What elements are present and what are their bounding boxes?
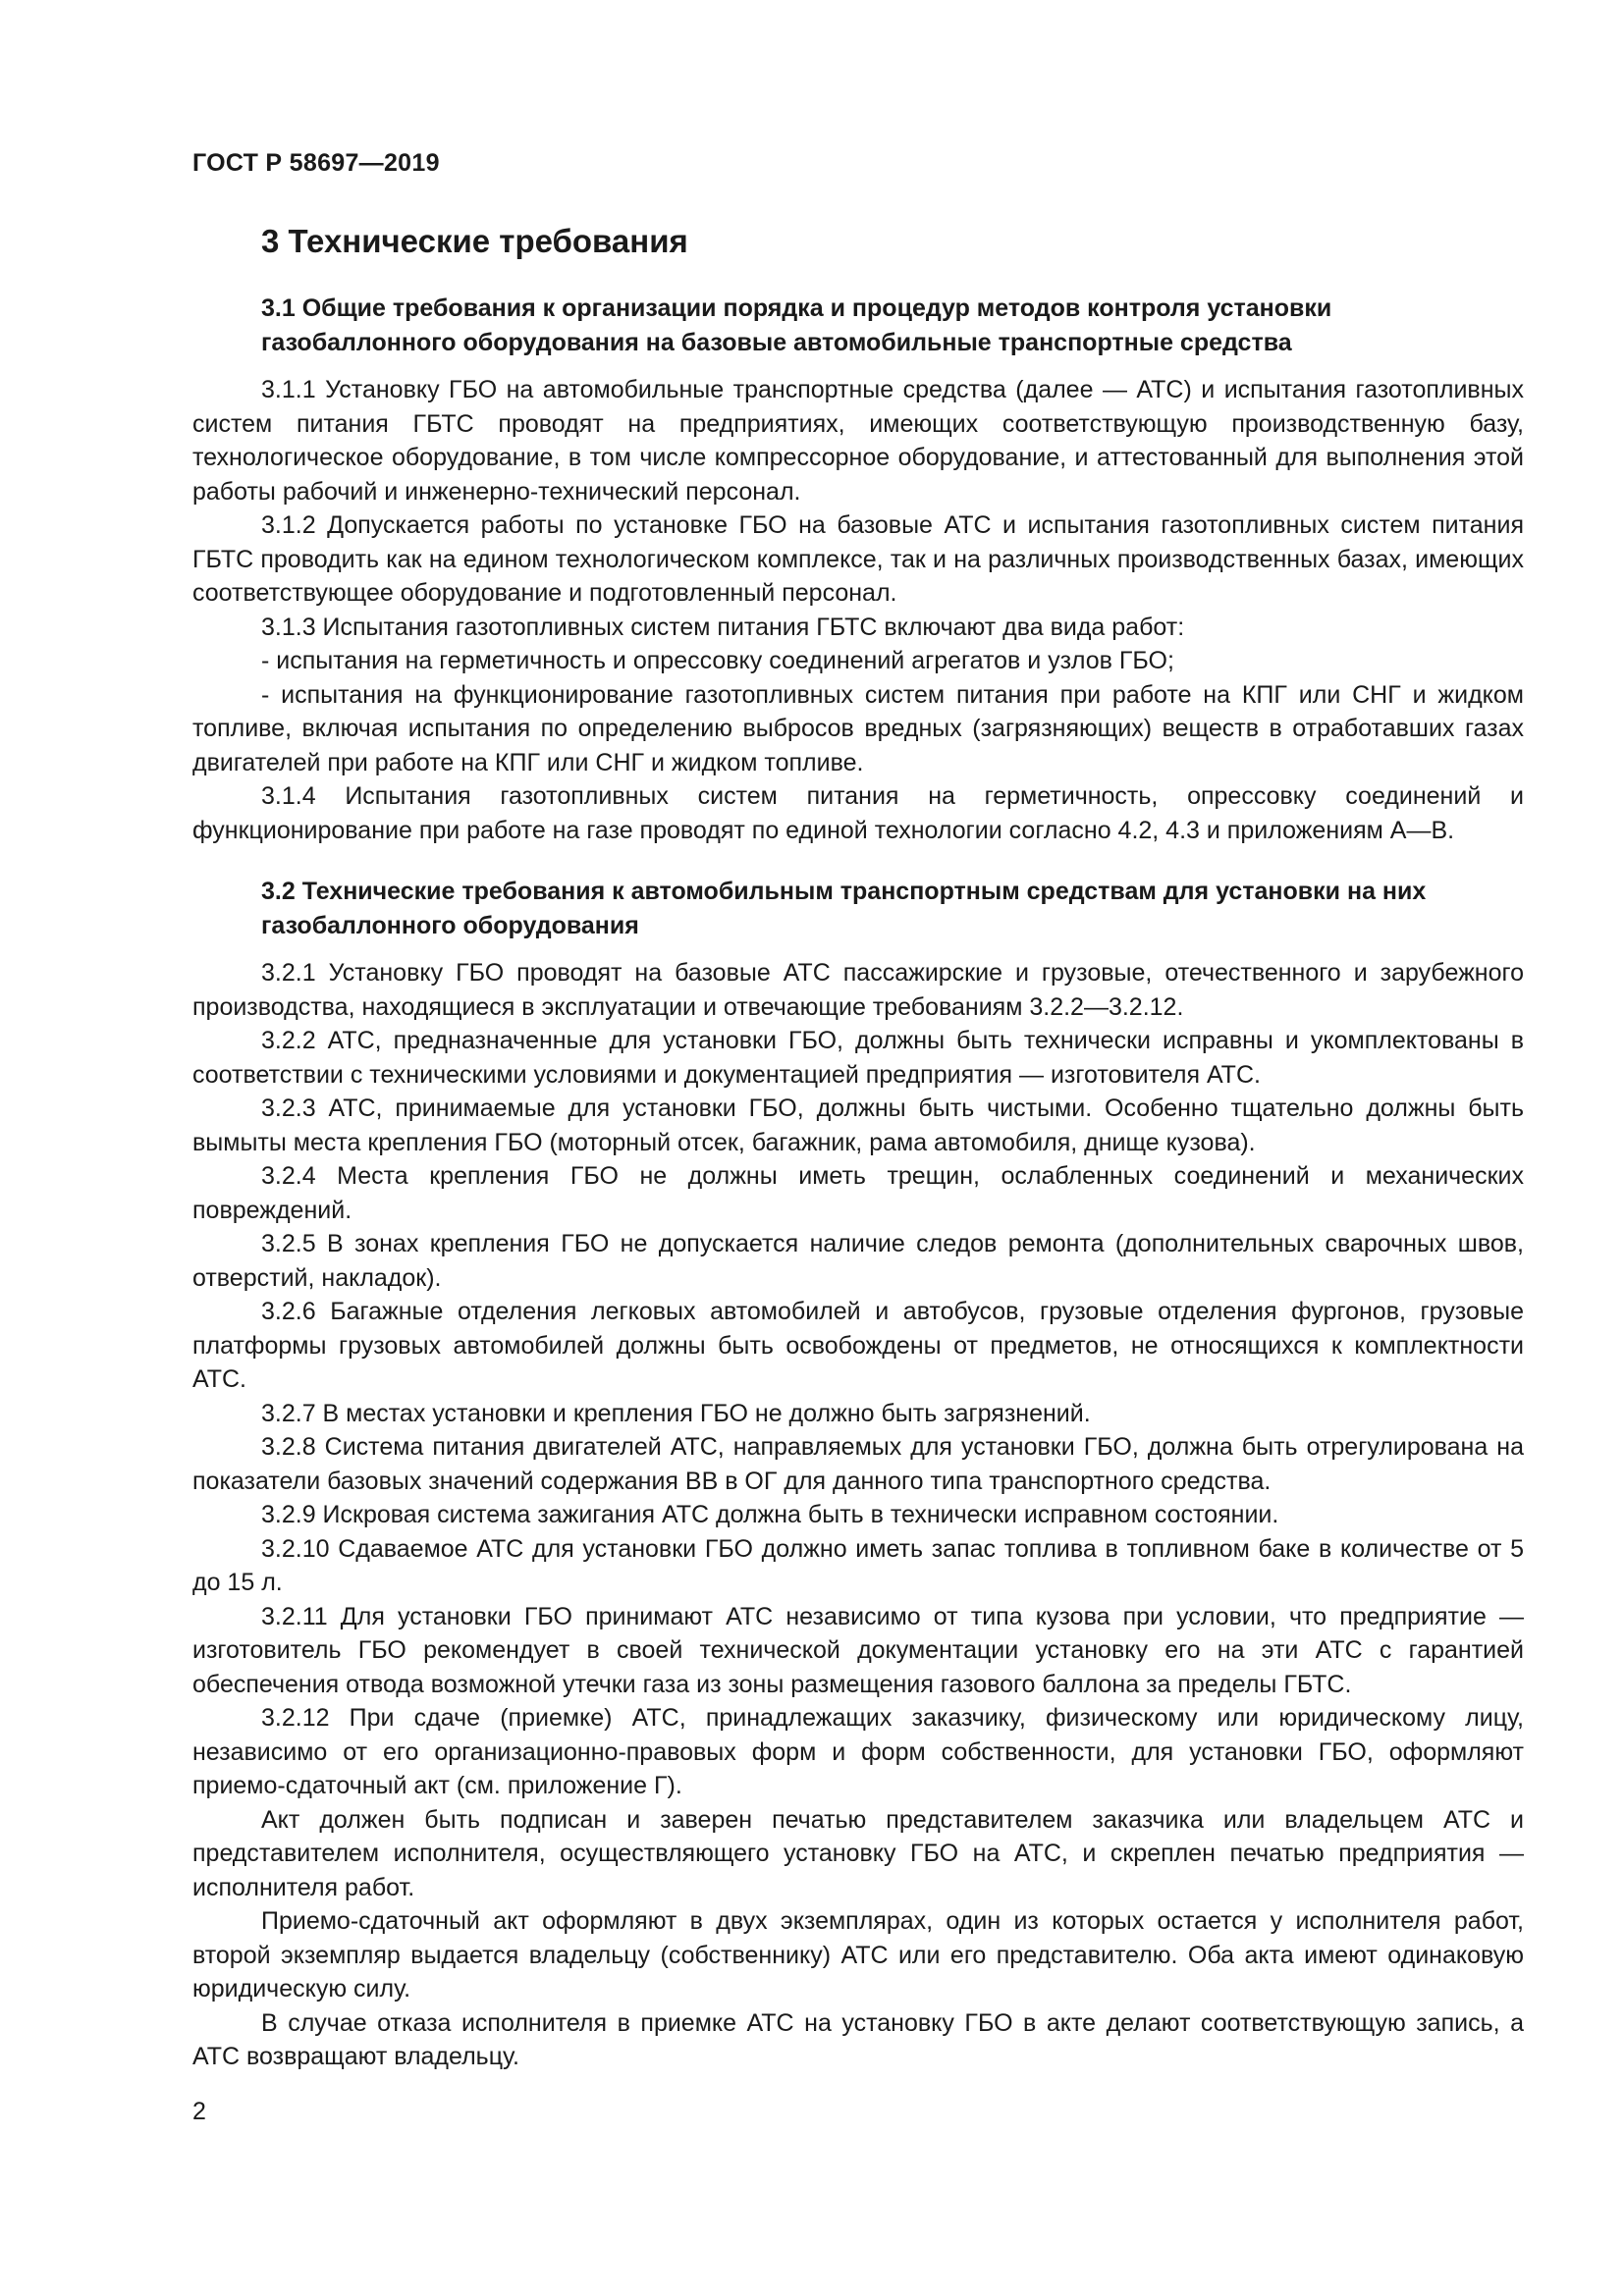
paragraph-3-2-7: 3.2.7 В местах установки и крепления ГБО не должно быть загрязнений. — [261, 1399, 1091, 1427]
document-body — [192, 221, 1524, 2074]
paragraph-act-refusal: В случае отказа исполнителя в приемке АТС на установку ГБО в акте делают соответствующую запись, а АТС возвращают владельцу. — [192, 2008, 1524, 2070]
paragraph-3-2-8: 3.2.8 Система питания двигателей АТС, направляемых для установки ГБО, должна быть отрегулирована на показатели базовых значений содержания ВВ в ОГ для данного типа транспортного средства. — [192, 1433, 1524, 1495]
list-item-function-testing: - испытания на функционирование газотопливных систем питания при работе на КПГ или СНГ и жидком топливе, включая испытания по определению выбросов вредных (загрязняющих) веществ в отработавших газах двигателей при работе на КПГ или СНГ и жидком топливе. — [192, 680, 1524, 776]
paragraph-3-2-1: 3.2.1 Установку ГБО проводят на базовые АТС пассажирские и грузовые, отечественного и зарубежного производства, находящиеся в эксплуатации и отвечающие требованиям 3.2.2—3.2.12. — [192, 959, 1524, 1021]
paragraph-3-1-1: 3.1.1 Установку ГБО на автомобильные транспортные средства (далее — АТС) и испытания газотопливных систем питания ГБТС проводят на предприятиях, имеющих соответствующую производственную базу, технологическое оборудование, в том числе компрессорное оборудование, и аттестованный для выполнения этой работы рабочий и инженерно-технический персонал. — [192, 376, 1524, 506]
subsection-title-3-2: 3.2 Технические требования к автомобильным транспортным средствам для установки на них газобаллонного оборудования — [261, 878, 1427, 939]
paragraph-3-2-4: 3.2.4 Места крепления ГБО не должны иметь трещин, ослабленных соединений и механических повреждений. — [192, 1162, 1524, 1224]
paragraph-3-2-11: 3.2.11 Для установки ГБО принимают АТС независимо от типа кузова при условии, что предприятие — изготовитель ГБО рекомендует в своей технической документации установку его на эти АТС с гарантией обеспечения отвода возможной утечки газа из зоны размещения газового баллона за пределы ГБТС. — [192, 1602, 1524, 1698]
paragraph-3-2-12: 3.2.12 При сдаче (приемке) АТС, принадлежащих заказчику, физическому или юридическому лицу, независимо от его организационно-правовых форм и форм собственности, для установки ГБО, оформляют приемо-сдаточный акт (см. приложение Г). — [192, 1704, 1524, 1799]
paragraph-3-2-9: 3.2.9 Искровая система зажигания АТС должна быть в технически исправном состоянии. — [261, 1501, 1279, 1528]
paragraph-3-1-3: 3.1.3 Испытания газотопливных систем питания ГБТС включают два вида работ: — [261, 613, 1185, 641]
paragraph-3-2-5: 3.2.5 В зонах крепления ГБО не допускается наличие следов ремонта (дополнительных сварочных швов, отверстий, накладок). — [192, 1230, 1524, 1292]
paragraph-3-1-4: 3.1.4 Испытания газотопливных систем питания на герметичность, опрессовку соединений и функционирование при работе на газе проводят по единой технологии согласно 4.2, 4.3 и приложениям А—В. — [192, 782, 1524, 844]
list-item-leak-testing: - испытания на герметичность и опрессовку соединений агрегатов и узлов ГБО; — [261, 647, 1174, 674]
section-title: 3 Технические требования — [261, 223, 688, 259]
paragraph-3-2-2: 3.2.2 АТС, предназначенные для установки ГБО, должны быть технически исправны и укомплектованы в соответствии с техническими условиями и документацией предприятия — изготовителя АТС. — [192, 1027, 1524, 1089]
paragraph-act-copies: Приемо-сдаточный акт оформляют в двух экземплярах, один из которых остается у исполнителя работ, второй экземпляр выдается владельцу (собственнику) АТС или его представителю. Оба акта имеют одинаковую юридическую силу. — [192, 1907, 1524, 2002]
paragraph-act-signing: Акт должен быть подписан и заверен печатью представителем заказчика или владельцем АТС и представителем исполнителя, осуществляющего установку ГБО на АТС, и скреплен печатью предприятия — исполнителя работ. — [192, 1805, 1524, 1901]
page-number: 2 — [192, 2098, 206, 2125]
paragraph-3-2-6: 3.2.6 Багажные отделения легковых автомобилей и автобусов, грузовые отделения фургонов, грузовые платформы грузовых автомобилей должны быть освобождены от предметов, не относящихся к комплектности АТС. — [192, 1298, 1524, 1393]
subsection-title-3-1: 3.1 Общие требования к организации порядка и процедур методов контроля установки газобаллонного оборудования на базовые автомобильные транспортные средства — [261, 294, 1332, 356]
paragraph-3-2-10: 3.2.10 Сдаваемое АТС для установки ГБО должно иметь запас топлива в топливном баке в количестве от 5 до 15 л. — [192, 1534, 1524, 1596]
document-header-code: ГОСТ Р 58697—2019 — [192, 149, 440, 177]
paragraph-3-1-2: 3.1.2 Допускается работы по установке ГБО на базовые АТС и испытания газотопливных систем питания ГБТС проводить как на едином технологическом комплексе, так и на различных производственных базах, имеющих соответствующее оборудование и подготовленный персонал. — [192, 511, 1524, 607]
paragraph-3-2-3: 3.2.3 АТС, принимаемые для установки ГБО, должны быть чистыми. Особенно тщательно должны быть вымыты места крепления ГБО (моторный отсек, багажник, рама автомобиля, днище кузова). — [192, 1095, 1524, 1156]
